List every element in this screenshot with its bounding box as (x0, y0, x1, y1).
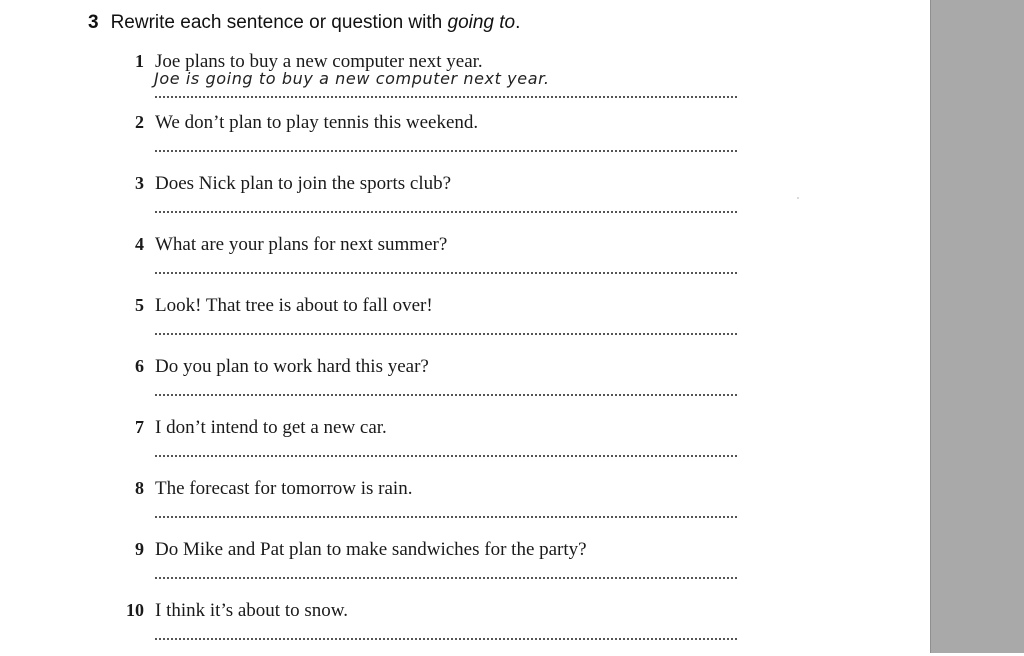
handwritten-answer: Joe is going to buy a new computer next year. (154, 69, 550, 88)
instruction-text: Rewrite each sentence or question with (110, 12, 448, 33)
item-number: 4 (135, 234, 144, 254)
item-sentence: The forecast for tomorrow is rain. (155, 478, 413, 499)
answer-line[interactable] (155, 394, 737, 396)
answer-line[interactable] (155, 577, 737, 579)
exercise-item-7 (118, 417, 738, 473)
exercise-item-1 (118, 51, 738, 107)
paper-speck (797, 197, 799, 199)
exercise-item-5 (118, 295, 738, 351)
item-number: 5 (135, 295, 144, 315)
item-sentence: I don’t intend to get a new car. (155, 417, 387, 438)
instruction-end: . (515, 12, 521, 33)
answer-line[interactable] (155, 638, 737, 640)
item-sentence: Do Mike and Pat plan to make sandwiches for the party? (155, 539, 587, 560)
answer-line[interactable] (155, 516, 737, 518)
exercise-item-6 (118, 356, 738, 412)
exercise-item-3 (118, 173, 738, 229)
item-sentence: What are your plans for next summer? (155, 234, 448, 255)
answer-line[interactable] (155, 211, 737, 213)
item-sentence: Look! That tree is about to fall over! (155, 295, 433, 316)
item-number: 10 (126, 600, 144, 620)
item-number: 6 (135, 356, 144, 376)
instruction-emphasis: going to (447, 12, 516, 33)
item-number: 1 (135, 51, 144, 71)
exercise-heading (88, 12, 520, 34)
answer-line[interactable] (155, 96, 737, 98)
exercise-item-2 (118, 112, 738, 168)
answer-line[interactable] (155, 455, 737, 457)
item-number: 8 (135, 478, 144, 498)
item-number: 2 (135, 112, 144, 132)
item-number: 9 (135, 539, 144, 559)
answer-line[interactable] (155, 333, 737, 335)
answer-line[interactable] (155, 272, 737, 274)
answer-line[interactable] (155, 150, 737, 152)
exercise-item-8 (118, 478, 738, 534)
item-sentence: We don’t plan to play tennis this weekend. (155, 112, 479, 133)
item-sentence: Joe plans to buy a new computer next year. (155, 51, 483, 72)
item-sentence: Do you plan to work hard this year? (155, 356, 429, 377)
item-sentence: Does Nick plan to join the sports club? (155, 173, 452, 194)
exercise-item-4 (118, 234, 738, 290)
item-sentence: I think it’s about to snow. (155, 600, 348, 621)
item-number: 7 (135, 417, 144, 437)
exercise-item-9 (118, 539, 738, 595)
exercise-number: 3 (88, 12, 99, 33)
exercise-item-10 (118, 600, 738, 656)
item-number: 3 (135, 173, 144, 193)
viewer-side-panel (930, 0, 1024, 653)
